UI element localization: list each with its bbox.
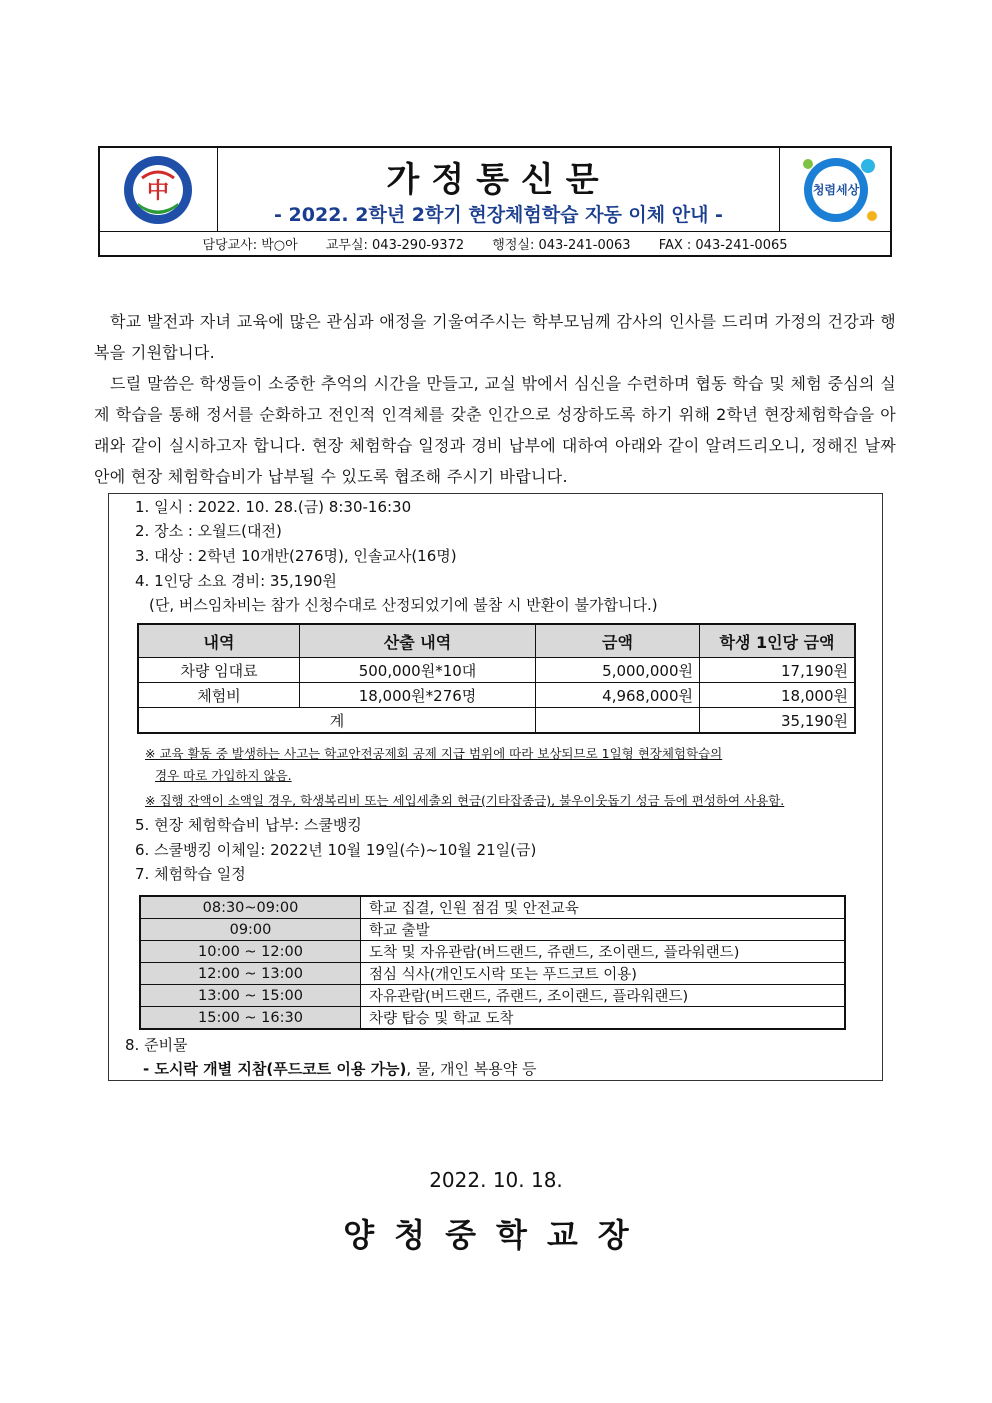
cost-cell: 5,000,000원 — [536, 658, 700, 683]
cost-total-label: 계 — [138, 708, 536, 734]
note-insurance-line2: 경우 따로 가입하지 않음. — [155, 768, 292, 783]
cost-table — [137, 623, 856, 734]
cost-cell: 500,000원*10대 — [300, 658, 536, 683]
table-row — [138, 658, 855, 683]
item-cost-note: (단, 버스임차비는 참가 신청수대로 산정되었기에 불참 시 반환이 불가합니다.) — [149, 596, 658, 614]
item-schedule-title: 7. 체험학습 일정 — [135, 865, 246, 883]
cost-header-amount: 금액 — [536, 624, 700, 658]
schedule-activity: 학교 집결, 인원 점검 및 안전교육 — [361, 896, 846, 919]
schedule-activity: 학교 출발 — [361, 919, 846, 941]
item-payment: 5. 현장 체험학습비 납부: 스쿨뱅킹 — [135, 816, 362, 834]
table-row — [140, 963, 845, 985]
cost-cell: 18,000원 — [700, 683, 856, 708]
integrity-logo — [780, 148, 890, 231]
details-box — [108, 493, 883, 1081]
integrity-logo-cell — [779, 148, 890, 231]
contact-info — [100, 234, 890, 253]
cost-total-row — [138, 708, 855, 734]
schedule-time: 09:00 — [140, 919, 361, 941]
page-title: 가정통신문 — [386, 160, 611, 200]
fax-number: FAX : 043-241-0065 — [658, 238, 788, 253]
issue-date: 2022. 10. 18. — [429, 1168, 563, 1192]
item-date: 1. 일시 : 2022. 10. 28.(금) 8:30-16:30 — [135, 498, 412, 516]
school-emblem-logo — [100, 148, 217, 231]
cost-cell: 차량 임대료 — [138, 658, 300, 683]
cost-cell: 4,968,000원 — [536, 683, 700, 708]
schedule-activity: 도착 및 자유관람(버드랜드, 쥬랜드, 조이랜드, 플라워랜드) — [361, 941, 846, 963]
intro-paragraph-2: 드릴 말씀은 학생들이 소중한 추억의 시간을 만들고, 교실 밖에서 심신을 수련하며 협동 학습 및 체험 중심의 실제 학습을 통해 정서를 순화하고 전인적 인격체를 갖춘 인간으로 성장하도록 하기 위해 2학년 현장체험학습을 아래와 같이 실시하고자 합니다. 현장 체험학습 일정과 경비 납부에 대하여 아래와 같이 알려드리오니, 정해진 날짜 안에 현장 체험학습비가 납부될 수 있도록 협조해 주시기 바랍니다. — [94, 374, 896, 486]
item-target: 3. 대상 : 2학년 10개반(276명), 인솔교사(16명) — [135, 547, 457, 565]
table-row — [140, 896, 845, 919]
cost-table-header — [138, 624, 855, 658]
item-supplies-detail — [143, 1058, 536, 1079]
table-row — [140, 941, 845, 963]
item-supplies-title: 8. 준비물 — [125, 1036, 188, 1054]
note-insurance-line1: ※ 교육 활동 중 발생하는 사고는 학교안전공제회 공제 지급 범위에 따라 보상되므로 1일형 현장체험학습의 — [145, 746, 723, 761]
schedule-time: 10:00 ~ 12:00 — [140, 941, 361, 963]
cost-cell: 체험비 — [138, 683, 300, 708]
schedule-activity: 점심 식사(개인도시락 또는 푸드코트 이용) — [361, 963, 846, 985]
cost-cell: 17,190원 — [700, 658, 856, 683]
cost-cell: 18,000원*276명 — [300, 683, 536, 708]
admin-phone: 행정실: 043-241-0063 — [492, 238, 631, 253]
cost-header-per-student: 학생 1인당 금액 — [700, 624, 856, 658]
supplies-other: , 물, 개인 복용약 등 — [406, 1060, 537, 1078]
supplies-lunch-note: - 도시락 개별 지참(푸드코트 이용 가능) — [143, 1060, 407, 1078]
schedule-time: 13:00 ~ 15:00 — [140, 985, 361, 1007]
cost-total-amount — [536, 708, 700, 734]
office-phone: 교무실: 043-290-9372 — [325, 238, 465, 253]
intro-paragraph-1: 학교 발전과 자녀 교육에 많은 관심과 애정을 기울여주시는 학부모님께 감사의 인사를 드리며 가정의 건강과 행복을 기원합니다. — [94, 312, 896, 362]
teacher-name: 담당교사: 박○아 — [202, 238, 298, 253]
principal-signature: 양청중학교장 — [343, 1216, 649, 1254]
page-subtitle: - 2022. 2학년 2학기 현장체험학습 자동 이체 안내 - — [274, 204, 723, 226]
cost-header-calc: 산출 내역 — [300, 624, 536, 658]
table-row — [140, 985, 845, 1007]
svg-text:中: 中 — [146, 179, 170, 204]
schedule-time: 15:00 ~ 16:30 — [140, 1007, 361, 1030]
item-cost: 4. 1인당 소요 경비: 35,190원 — [135, 572, 337, 590]
letter-header — [98, 146, 892, 257]
table-row — [138, 683, 855, 708]
svg-text:청렴세상: 청렴세상 — [812, 183, 860, 197]
schedule-table — [139, 895, 846, 1030]
intro-text — [94, 306, 896, 492]
table-row — [140, 919, 845, 941]
schedule-activity: 자유관람(버드랜드, 쥬랜드, 조이랜드, 플라워랜드) — [361, 985, 846, 1007]
header-top-row — [100, 148, 890, 232]
schedule-time: 08:30~09:00 — [140, 896, 361, 919]
school-logo-cell — [100, 148, 218, 231]
schedule-time: 12:00 ~ 13:00 — [140, 963, 361, 985]
table-row — [140, 1007, 845, 1030]
item-transfer-date: 6. 스쿨뱅킹 이체일: 2022년 10월 19일(수)~10월 21일(금) — [135, 841, 537, 859]
note-remaining-balance: ※ 집행 잔액이 소액일 경우, 학생복리비 또는 세입세출외 현금(기타잡종금), 불우이웃돕기 성금 등에 편성하여 사용함. — [145, 793, 785, 808]
schedule-activity: 차량 탑승 및 학교 도착 — [361, 1007, 846, 1030]
cost-header-item: 내역 — [138, 624, 300, 658]
cost-total-per-student: 35,190원 — [700, 708, 856, 734]
item-place: 2. 장소 : 오월드(대전) — [135, 522, 282, 540]
